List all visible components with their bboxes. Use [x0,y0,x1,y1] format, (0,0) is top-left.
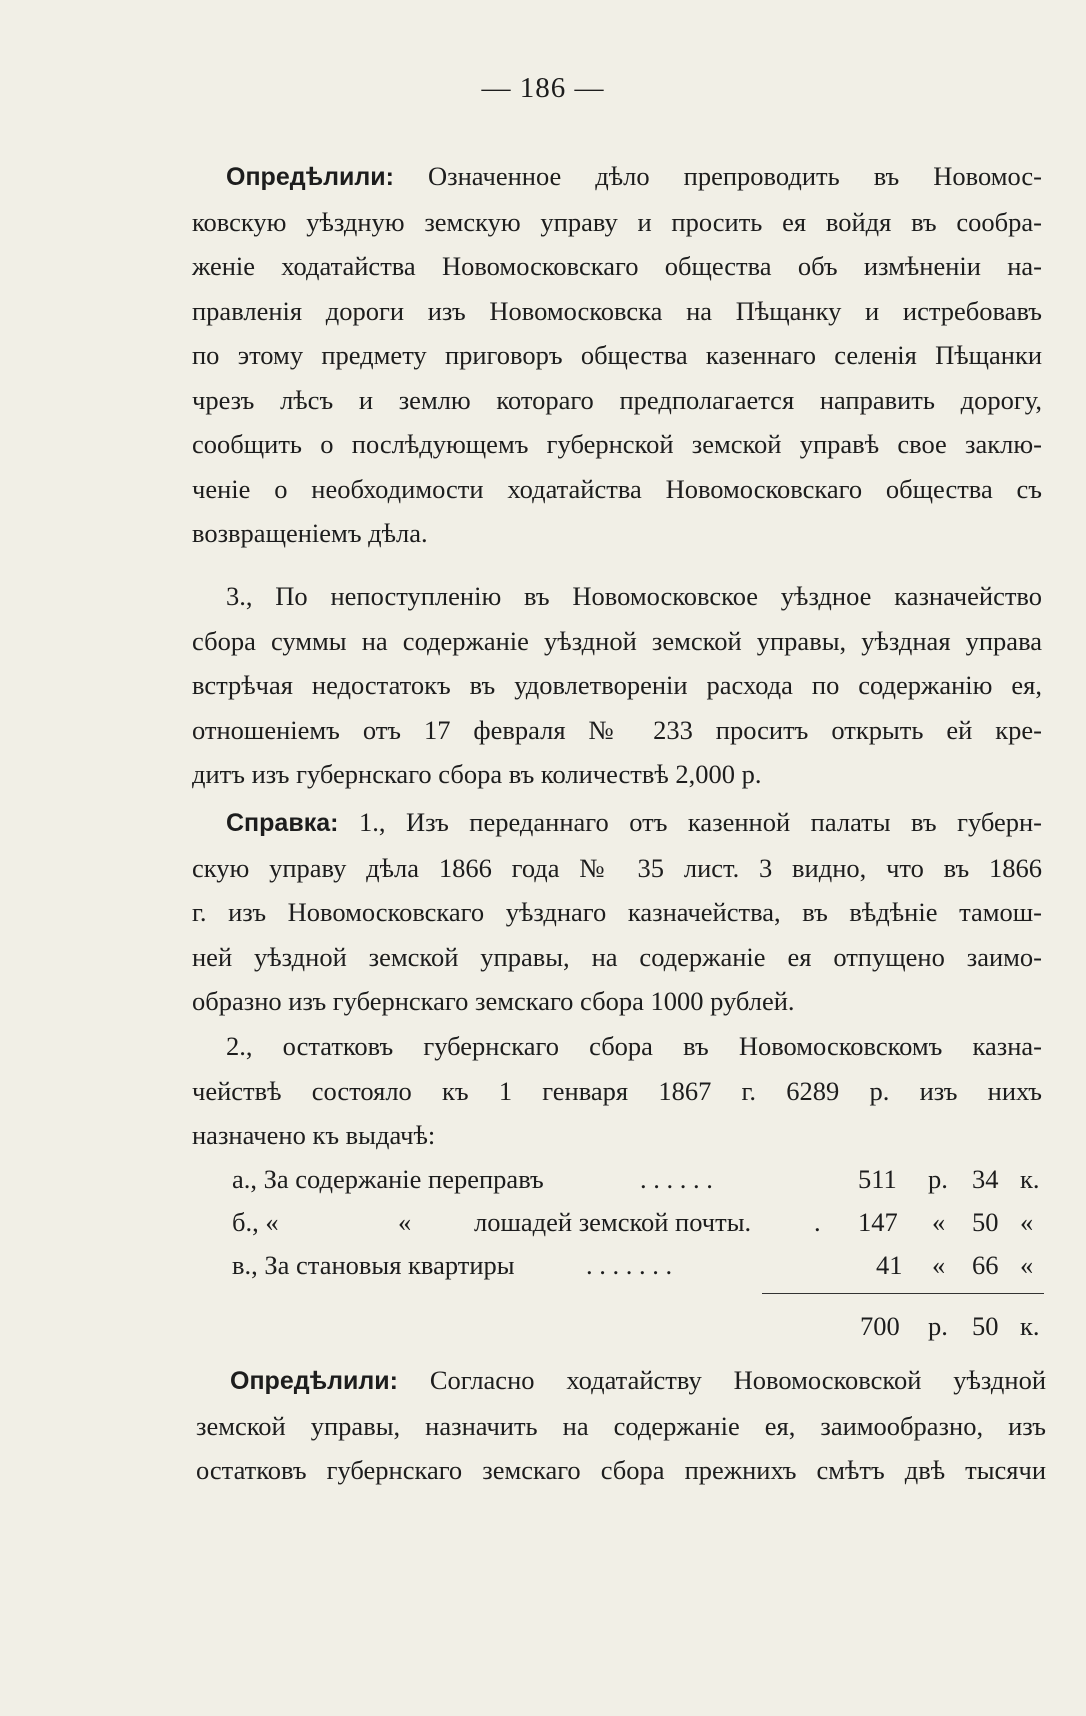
ledger-dots: . . . . . . [640,1164,713,1194]
total-rub-unit: р. [928,1311,948,1341]
ledger-kopecks: 66 [972,1250,999,1280]
text-line: женіе ходатайства Новомосковскаго общества объ измѣненіи на- [192,251,1042,281]
ledger-table [0,1158,1086,1287]
ledger-kopecks: 50 [972,1207,999,1237]
text-line: возвращеніемъ дѣла. [192,518,428,548]
total-rubles: 700 [860,1311,900,1341]
sum-rule [762,1293,1044,1294]
text-line: образно изъ губернскаго земскаго сбора 1000 рублей. [192,986,795,1016]
total-kop-unit: к. [1020,1311,1040,1341]
ledger-row [0,1158,1086,1201]
text-line: сообщить о послѣдующемъ губернской земской управѣ свое заклю- [192,429,1042,459]
text-line: отношеніемъ отъ 17 февраля № 233 проситъ открыть ей кре- [192,714,1042,745]
paragraph-resolution-2 [196,1358,1046,1493]
ledger-kop-unit: « [1020,1207,1034,1237]
text-line: назначено къ выдачѣ: [192,1120,436,1150]
paragraph-item-2 [192,1024,1042,1158]
lead-term: Опредѣлили: [230,1367,398,1395]
text-line: Опредѣлили: Согласно ходатайству Новомосковской уѣздной [230,1365,1046,1395]
text-line: 2., остатковъ губернскаго сбора въ Новомосковскомъ казна- [226,1031,1042,1061]
page-number: — 186 — [481,72,605,104]
text-line: по этому предмету приговоръ общества казеннаго селенія Пѣщанки [192,340,1042,370]
text-line: ченіе о необходимости ходатайства Новомосковскаго общества съ [192,473,1042,504]
lead-term: Справка: [226,809,339,837]
text-line: встрѣчая недостатокъ въ удовлетвореніи расхода по содержанію ея, [192,670,1042,700]
ledger-total [0,1305,1086,1348]
text-line: ковскую уѣздную земскую управу и просить ея войдя въ сообра- [192,206,1042,237]
text-line: дитъ изъ губернскаго сбора въ количествѣ 2,000 р. [192,759,762,789]
ledger-row [0,1244,1086,1287]
text-line: Опредѣлили: Означенное дѣло препроводить въ Новомос- [226,161,1042,191]
text-line: 3., По непоступленію въ Новомосковское уѣздное казначейство [226,581,1042,611]
ledger-item: б., « [232,1207,279,1237]
text-line: земской управы, назначить на содержаніе ея, заимообразно, изъ [196,1410,1046,1441]
lead-term: Опредѣлили: [226,163,394,191]
ledger-row [0,1201,1086,1244]
text-line: правленія дороги изъ Новомосковска на Пѣщанку и истребовавъ [192,295,1042,326]
text-line: ней уѣздной земской управы, на содержаніе ея отпущено заимо- [192,941,1042,972]
ledger-rub-unit: « [932,1207,946,1237]
ledger-item-detail: лошадей земской почты. [474,1207,752,1237]
ledger-kop-unit: к. [1020,1164,1040,1194]
total-kopecks: 50 [972,1311,999,1341]
text-line: чействѣ состояло къ 1 генваря 1867 г. 6289 р. изъ нихъ [192,1075,1042,1106]
ledger-rubles: 41 [876,1250,903,1280]
paragraph-reference [192,800,1042,1024]
ledger-item: в., За становыя квартиры [232,1250,515,1280]
ledger-kop-unit: « [1020,1250,1034,1280]
text-line: г. изъ Новомосковскаго уѣзднаго казначейства, въ вѣдѣніе тамош- [192,897,1042,927]
ledger-dots: . . . . . . . [586,1250,673,1280]
ledger-rubles: 511 [858,1164,897,1194]
text-line: скую управу дѣла 1866 года № 35 лист. 3 видно, что въ 1866 [192,852,1042,883]
text-line: остатковъ губернскаго земскаго сбора прежнихъ смѣтъ двѣ тысячи [196,1455,1046,1485]
text-line: чрезъ лѣсъ и землю котораго предполагается направить дорогу, [192,384,1042,415]
ledger-rub-unit: р. [928,1164,948,1194]
ledger-kopecks: 34 [972,1164,999,1194]
paragraph-item-3 [192,574,1042,797]
text-line: сбора суммы на содержаніе уѣздной земской управы, уѣздная управа [192,625,1042,656]
text-line: Справка: 1., Изъ переданнаго отъ казенной палаты въ губерн- [226,807,1043,837]
ditto-mark: « [398,1207,412,1237]
ledger-rub-unit: « [932,1250,946,1280]
paragraph-resolution-1 [192,154,1042,556]
ledger-item: а., За содержаніе переправъ [232,1164,544,1194]
ledger-rubles: 147 [858,1207,898,1237]
ledger-dots: . [814,1207,821,1237]
